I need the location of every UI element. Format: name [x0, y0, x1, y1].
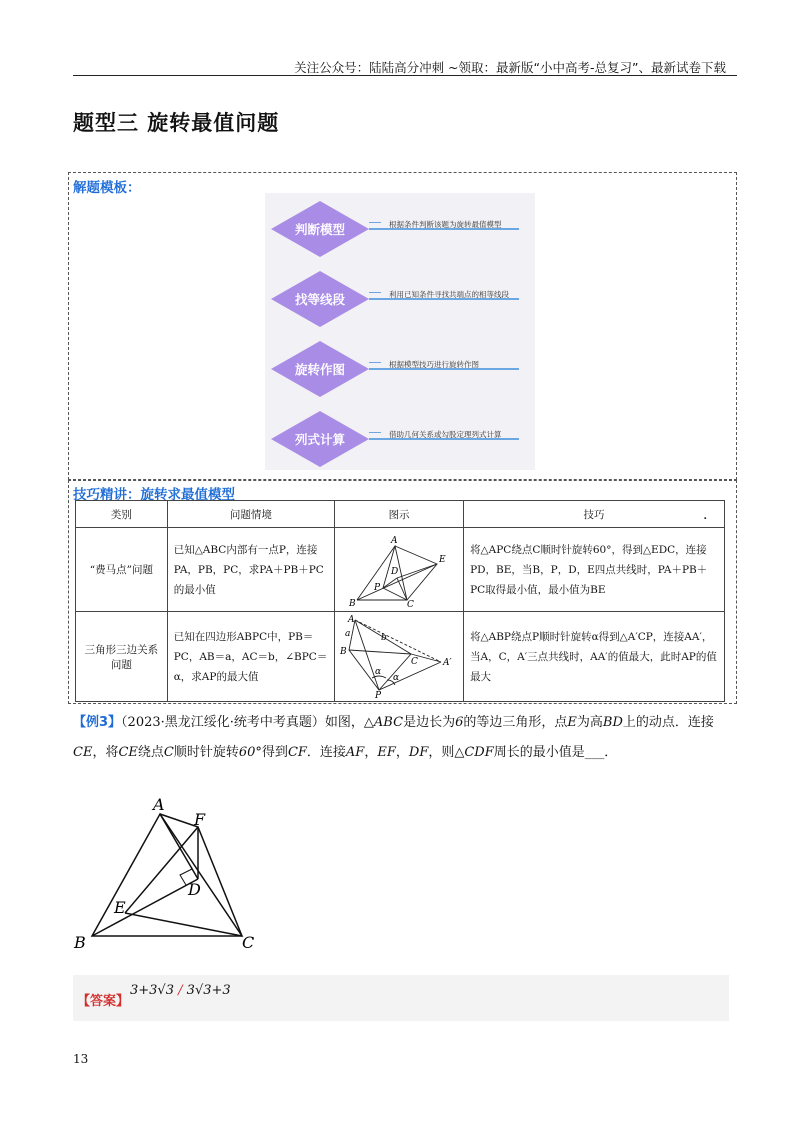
- example-text: 是边长为: [403, 715, 456, 730]
- example-text: 周长的最小值是: [493, 745, 585, 760]
- example-text: ，则: [428, 745, 455, 760]
- math-expr: EF: [377, 745, 396, 760]
- example-text: 得到: [261, 745, 288, 760]
- example-text: ，将: [92, 745, 119, 760]
- figure-label: E: [114, 898, 126, 917]
- math-expr: △CDF: [454, 745, 494, 760]
- example-text: 的等边三角形，点: [463, 715, 568, 730]
- example-problem: [73, 708, 733, 768]
- figure-label: B: [74, 933, 86, 952]
- math-expr: BD: [602, 715, 623, 730]
- example-text: ，: [364, 745, 378, 760]
- situation-cell: 已知在四边形ABPC中，PB＝PC，AB＝a，AC＝b，∠BPC＝α，求AP的最大值: [167, 612, 334, 702]
- corner-mark: .: [703, 507, 708, 523]
- answer-blank: ___: [584, 745, 605, 760]
- step-desc: 利用已知条件寻找共端点的相等线段: [389, 290, 509, 299]
- figure-label: α: [393, 673, 400, 683]
- page-header: 关注公众号：陆陆高分冲刺 ~领取：最新版“小中高考-总复习”、最新试卷下载: [294, 60, 726, 75]
- figure-label: E: [439, 555, 446, 565]
- answer-value: [130, 983, 231, 998]
- page-number: 13: [73, 1052, 89, 1066]
- table-header-row: [76, 501, 725, 528]
- figure-label: B: [340, 647, 347, 657]
- table-header: 类别: [76, 501, 168, 528]
- table-header: 图示: [335, 501, 464, 528]
- example-text: 顺时针旋转: [173, 745, 239, 760]
- example-text: 上的动点．连接: [622, 715, 714, 730]
- technique-cell: 将△ABP绕点P顺时针旋转α得到△A′CP，连接AA′，当A，C，A′三点共线时，AA′的值最大，此时AP的值最大: [464, 612, 725, 702]
- fermat-figure: [335, 528, 463, 608]
- step-label: 找等线段: [294, 292, 345, 307]
- math-expr: E: [567, 715, 577, 730]
- figure-label: D: [188, 880, 201, 899]
- math-expr: 60°: [238, 745, 262, 760]
- example-text: ．连接: [306, 745, 346, 760]
- example-tag: 【例3】: [73, 715, 122, 730]
- header-rule: [73, 75, 737, 76]
- table-row: [76, 612, 725, 702]
- math-expr: CE: [118, 745, 138, 760]
- figure-label: A: [348, 615, 355, 625]
- math-expr: CF: [287, 745, 307, 760]
- answer-value-1: 3+3√3: [130, 983, 174, 998]
- flowchart: [265, 193, 535, 470]
- step-label: 旋转作图: [294, 362, 345, 377]
- figure-label: B: [349, 599, 356, 608]
- figure-label: P: [375, 691, 382, 698]
- answer-separator: /: [178, 983, 183, 998]
- answer-tag: 【答案】: [77, 994, 130, 1009]
- figure-cell: [335, 528, 464, 612]
- category-cell: 三角形三边关系问题: [76, 612, 168, 702]
- step-desc: 根据模型技巧进行旋转作图: [389, 360, 479, 369]
- figure-label: A: [153, 795, 165, 814]
- example-text: 绕点: [137, 745, 164, 760]
- figure-label: C: [242, 933, 255, 952]
- example-text: ．: [604, 745, 618, 760]
- math-expr: △ABC: [363, 715, 404, 730]
- step-label: 判断模型: [294, 222, 345, 237]
- figure-label: P: [374, 583, 381, 593]
- table-header: 问题情境: [167, 501, 334, 528]
- skills-label: 技巧精讲：旋转求最值模型: [73, 487, 235, 503]
- answer-value-2: 3√3+3: [186, 983, 231, 998]
- figure-cell: [335, 612, 464, 702]
- step-desc: 根据条件判断该题为旋转最值模型: [389, 220, 502, 229]
- figure-label: D: [391, 567, 399, 577]
- table-row: [76, 528, 725, 612]
- answer-band: [73, 975, 729, 1021]
- example-figure: [70, 795, 270, 955]
- math-expr: 6: [455, 715, 464, 730]
- flow-step: [265, 271, 535, 327]
- example-source: （2023·黑龙江绥化·统考中考真题）: [121, 715, 325, 730]
- figure-label: C: [407, 600, 414, 608]
- step-label: 列式计算: [294, 432, 345, 447]
- section-title: 题型三 旋转最值问题: [73, 111, 280, 135]
- flow-step: [265, 341, 535, 397]
- table-header: 技巧: [464, 501, 725, 528]
- skills-table: [75, 500, 725, 702]
- figure-label: C: [411, 657, 418, 667]
- flow-step: [265, 201, 535, 257]
- situation-cell: 已知△ABC内部有一点P，连接PA，PB，PC，求PA＋PB＋PC的最小值: [167, 528, 334, 612]
- figure-label: A′: [443, 658, 452, 668]
- figure-label: b: [381, 633, 387, 643]
- figure-label: α: [375, 667, 382, 677]
- figure-label: F: [194, 810, 206, 829]
- category-cell: “费马点”问题: [76, 528, 168, 612]
- math-expr: CE: [73, 745, 93, 760]
- math-expr: C: [163, 745, 174, 760]
- example-text: 如图，: [324, 715, 364, 730]
- flow-step: [265, 411, 535, 467]
- example-text: ，: [395, 745, 409, 760]
- template-label: 解题模板：: [73, 180, 141, 196]
- rotation-figure: [335, 612, 463, 698]
- figure-label: a: [345, 629, 351, 639]
- math-expr: DF: [408, 745, 429, 760]
- step-desc: 借助几何关系或勾股定理列式计算: [389, 430, 502, 439]
- figure-label: A: [391, 536, 398, 546]
- math-expr: AF: [345, 745, 365, 760]
- technique-cell: 将△APC绕点C顺时针旋转60°，得到△EDC，连接PD，BE，当B，P，D，E四点共线时，PA＋PB＋PC取得最小值，最小值为BE: [464, 528, 725, 612]
- example-text: 为高: [576, 715, 603, 730]
